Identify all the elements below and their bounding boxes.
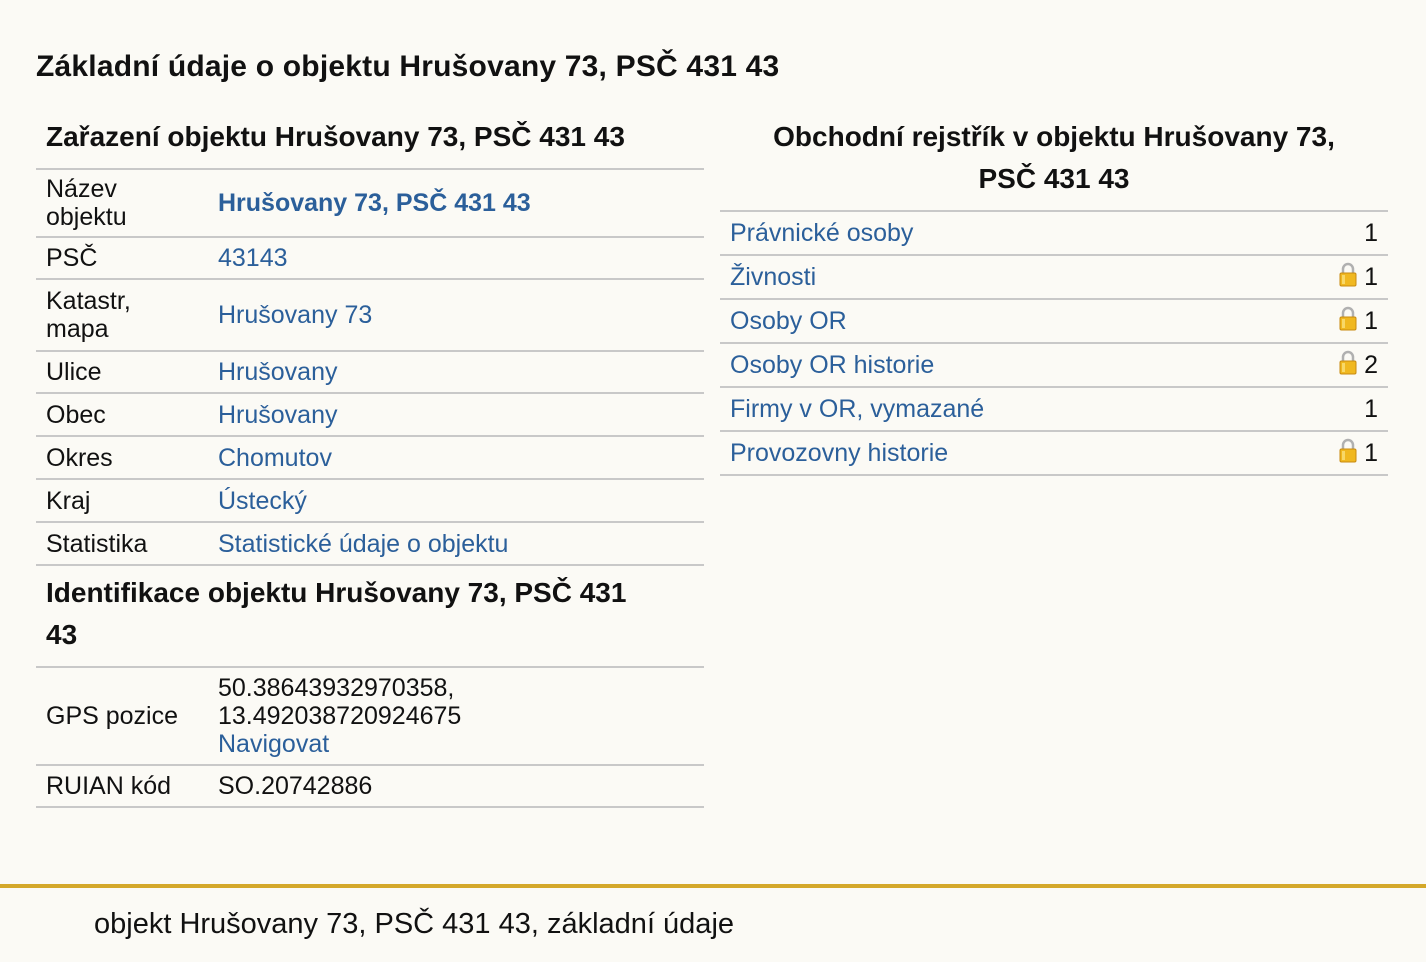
register-item [720,255,1298,299]
register-table [720,210,1388,476]
register-count [1298,211,1388,255]
table-row [36,479,704,522]
business-register-column [720,110,1388,476]
region-link[interactable]: Ústecký [218,486,307,515]
register-count [1298,299,1388,343]
register-item [720,387,1298,431]
row-label: RUIAN kód [36,765,208,807]
table-row [720,431,1388,475]
row-label: Kraj [36,479,208,522]
row-value [208,237,704,279]
row-label: Obec [36,393,208,436]
table-row [36,237,704,279]
register-item [720,431,1298,475]
row-value [208,279,704,351]
register-count [1298,255,1388,299]
table-row [36,279,704,351]
identification-table [36,666,704,808]
count-value: 1 [1364,394,1378,423]
ruian-code: SO.20742886 [208,765,704,807]
register-item [720,343,1298,387]
count-value: 2 [1364,350,1378,379]
row-value [208,436,704,479]
table-row [36,351,704,393]
district-link[interactable]: Chomutov [218,443,332,472]
gps-latitude: 50.38643932970358, [218,674,455,702]
establishments-history-link[interactable]: Provozovny historie [730,438,949,467]
cadastre-link[interactable]: Hrušovany 73 [218,301,373,329]
table-row [36,436,704,479]
register-count [1298,387,1388,431]
row-value [208,351,704,393]
register-title [720,110,1388,210]
row-value [208,522,704,565]
row-label: GPS pozice [36,667,208,765]
count-value: 1 [1364,438,1378,467]
footer-text: objekt Hrušovany 73, PSČ 431 43, základní údaje [94,908,735,940]
row-label: Statistika [36,522,208,565]
navigate-link[interactable]: Navigovat [218,730,330,758]
padlock-icon [1338,438,1358,464]
register-item [720,211,1298,255]
table-row [720,299,1388,343]
row-label-line: Katastr, [46,287,131,315]
row-label: Ulice [36,351,208,393]
row-label-line: Název [46,175,117,203]
row-label-line: mapa [46,315,109,343]
persons-or-link[interactable]: Osoby OR [730,306,847,335]
register-count [1298,431,1388,475]
row-label: PSČ [36,237,208,279]
statistics-link[interactable]: Statistické údaje o objektu [218,529,509,558]
register-title-line: PSČ 431 43 [978,163,1130,194]
page-title: Základní údaje o objektu Hrušovany 73, PSČ 431 43 [36,50,780,83]
gps-longitude: 13.492038720924675 [218,702,462,730]
register-item [720,299,1298,343]
register-count [1298,343,1388,387]
identification-title-line: Identifikace objektu Hrušovany 73, PSČ 431 [46,577,627,608]
row-value [208,667,704,765]
legal-entities-link[interactable]: Právnické osoby [730,218,914,247]
postcode-link[interactable]: 43143 [218,244,288,272]
count-value: 1 [1364,218,1378,247]
count-value: 1 [1364,306,1378,335]
count-value: 1 [1364,262,1378,291]
trades-link[interactable]: Živnosti [730,262,817,291]
row-label: Okres [36,436,208,479]
table-row [720,343,1388,387]
padlock-icon [1338,262,1358,288]
register-title-line: Obchodní rejstřík v objektu Hrušovany 73, [773,121,1335,152]
row-value [208,169,704,237]
row-label-line: objektu [46,203,127,231]
identification-title [36,566,704,666]
table-row [720,211,1388,255]
persons-or-history-link[interactable]: Osoby OR historie [730,350,935,379]
row-label [36,169,208,237]
footer [0,884,1426,962]
table-row [720,255,1388,299]
padlock-icon [1338,306,1358,332]
table-row [36,667,704,765]
row-label [36,279,208,351]
table-row [36,169,704,237]
table-row [720,387,1388,431]
row-value [208,479,704,522]
street-link[interactable]: Hrušovany [218,358,338,386]
table-row [36,393,704,436]
deleted-companies-link[interactable]: Firmy v OR, vymazané [730,394,985,423]
classification-table [36,168,704,566]
object-name-link[interactable]: Hrušovany 73, PSČ 431 43 [218,189,531,217]
identification-title-line: 43 [46,619,78,650]
municipality-link[interactable]: Hrušovany [218,400,338,429]
classification-title: Zařazení objektu Hrušovany 73, PSČ 431 43 [46,121,625,152]
table-row [36,522,704,565]
padlock-icon [1338,350,1358,376]
row-value [208,393,704,436]
object-details-column [36,110,704,808]
table-row [36,765,704,807]
